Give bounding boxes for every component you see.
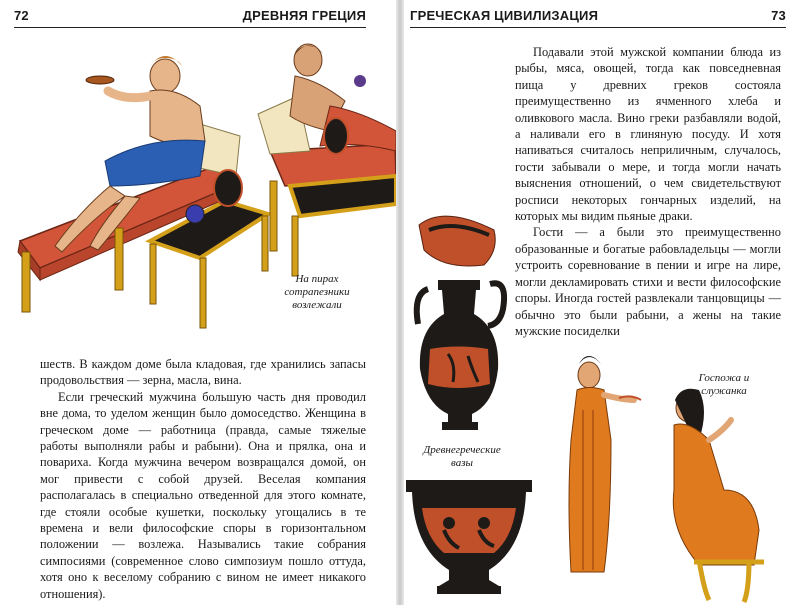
left-page <box>0 0 396 605</box>
right-paragraph-2: Гости — а были это преимущественно образованные и богатые рабовладельцы — могли устроить соревнование в пении и игре на лире, могли декламировать стихи и вести философские споры. Иногда гостей развлекали танцовщицы — обычно это были рабыни, а жены на такие мужские посиделки <box>515 225 781 338</box>
amphora-illustration <box>404 170 514 280</box>
servant-figure <box>569 356 641 572</box>
left-paragraph-2: Если греческий мужчина большую часть дня проводил вне дома, то уделом женщин было домоседство. Женщина в греческом доме — работница (правда, самые тяжелые работы выполняли рабы и рабыни). Она и прялка, она и повариха. Когда мужчина вечером возвращался домой, он мог привести с собой друзей. Веселая компания располагалась в специально отведенной для этого комнате, где стояли особые кушетки, поскольку угощались в те времена и вели философские споры в горизонтальном положении — возлежа. Назывались такие собрания симпосиями (современное слово симпозиум пошло оттуда, хотя оно к веселому собранию с вином не имеет никакого отношения). <box>40 389 366 601</box>
left-header-rule <box>14 27 366 28</box>
krater-vase-bottom <box>404 478 534 598</box>
book-gutter <box>396 0 404 605</box>
feast-caption: На пирах сотрапезники возлежали <box>284 273 350 311</box>
left-body-text <box>40 356 366 602</box>
mistress-and-servant-illustration <box>549 350 799 605</box>
right-paragraph-1: Подавали этой мужской компании блюда из рыбы, мяса, овощей, тогда как повседневная пища у древних греков состояла преимущественно из ячменного хлеба и оливкового масла. Вино греки разбавляли водой, а наливали его в глиняную посуду. И хотя напиваться считалось неприличным, случалось, гости забывали о мере, и тогда могли начать выяснения отношений, о чем свидетельствуют росписи некоторых гончарных изделий, на которых мы видим пьяные драки. <box>515 45 781 224</box>
left-running-head: ДРЕВНЯЯ ГРЕЦИЯ <box>242 8 366 23</box>
right-page <box>404 0 800 605</box>
vases-caption: Древнегреческие вазы <box>423 444 501 469</box>
right-header-rule <box>410 27 786 28</box>
right-page-number: 73 <box>771 8 786 23</box>
women-caption: Госпожа и служанка <box>698 372 750 397</box>
right-running-head: ГРЕЧЕСКАЯ ЦИВИЛИЗАЦИЯ <box>410 8 599 23</box>
mistress-figure <box>673 389 764 602</box>
left-page-number: 72 <box>14 8 29 23</box>
right-body-text <box>515 44 781 339</box>
amphora-vase-top <box>408 274 508 434</box>
left-paragraph-1: шеств. В каждом доме была кладовая, где хранились запасы продовольствия — зерна, масла, вина. <box>40 357 366 388</box>
